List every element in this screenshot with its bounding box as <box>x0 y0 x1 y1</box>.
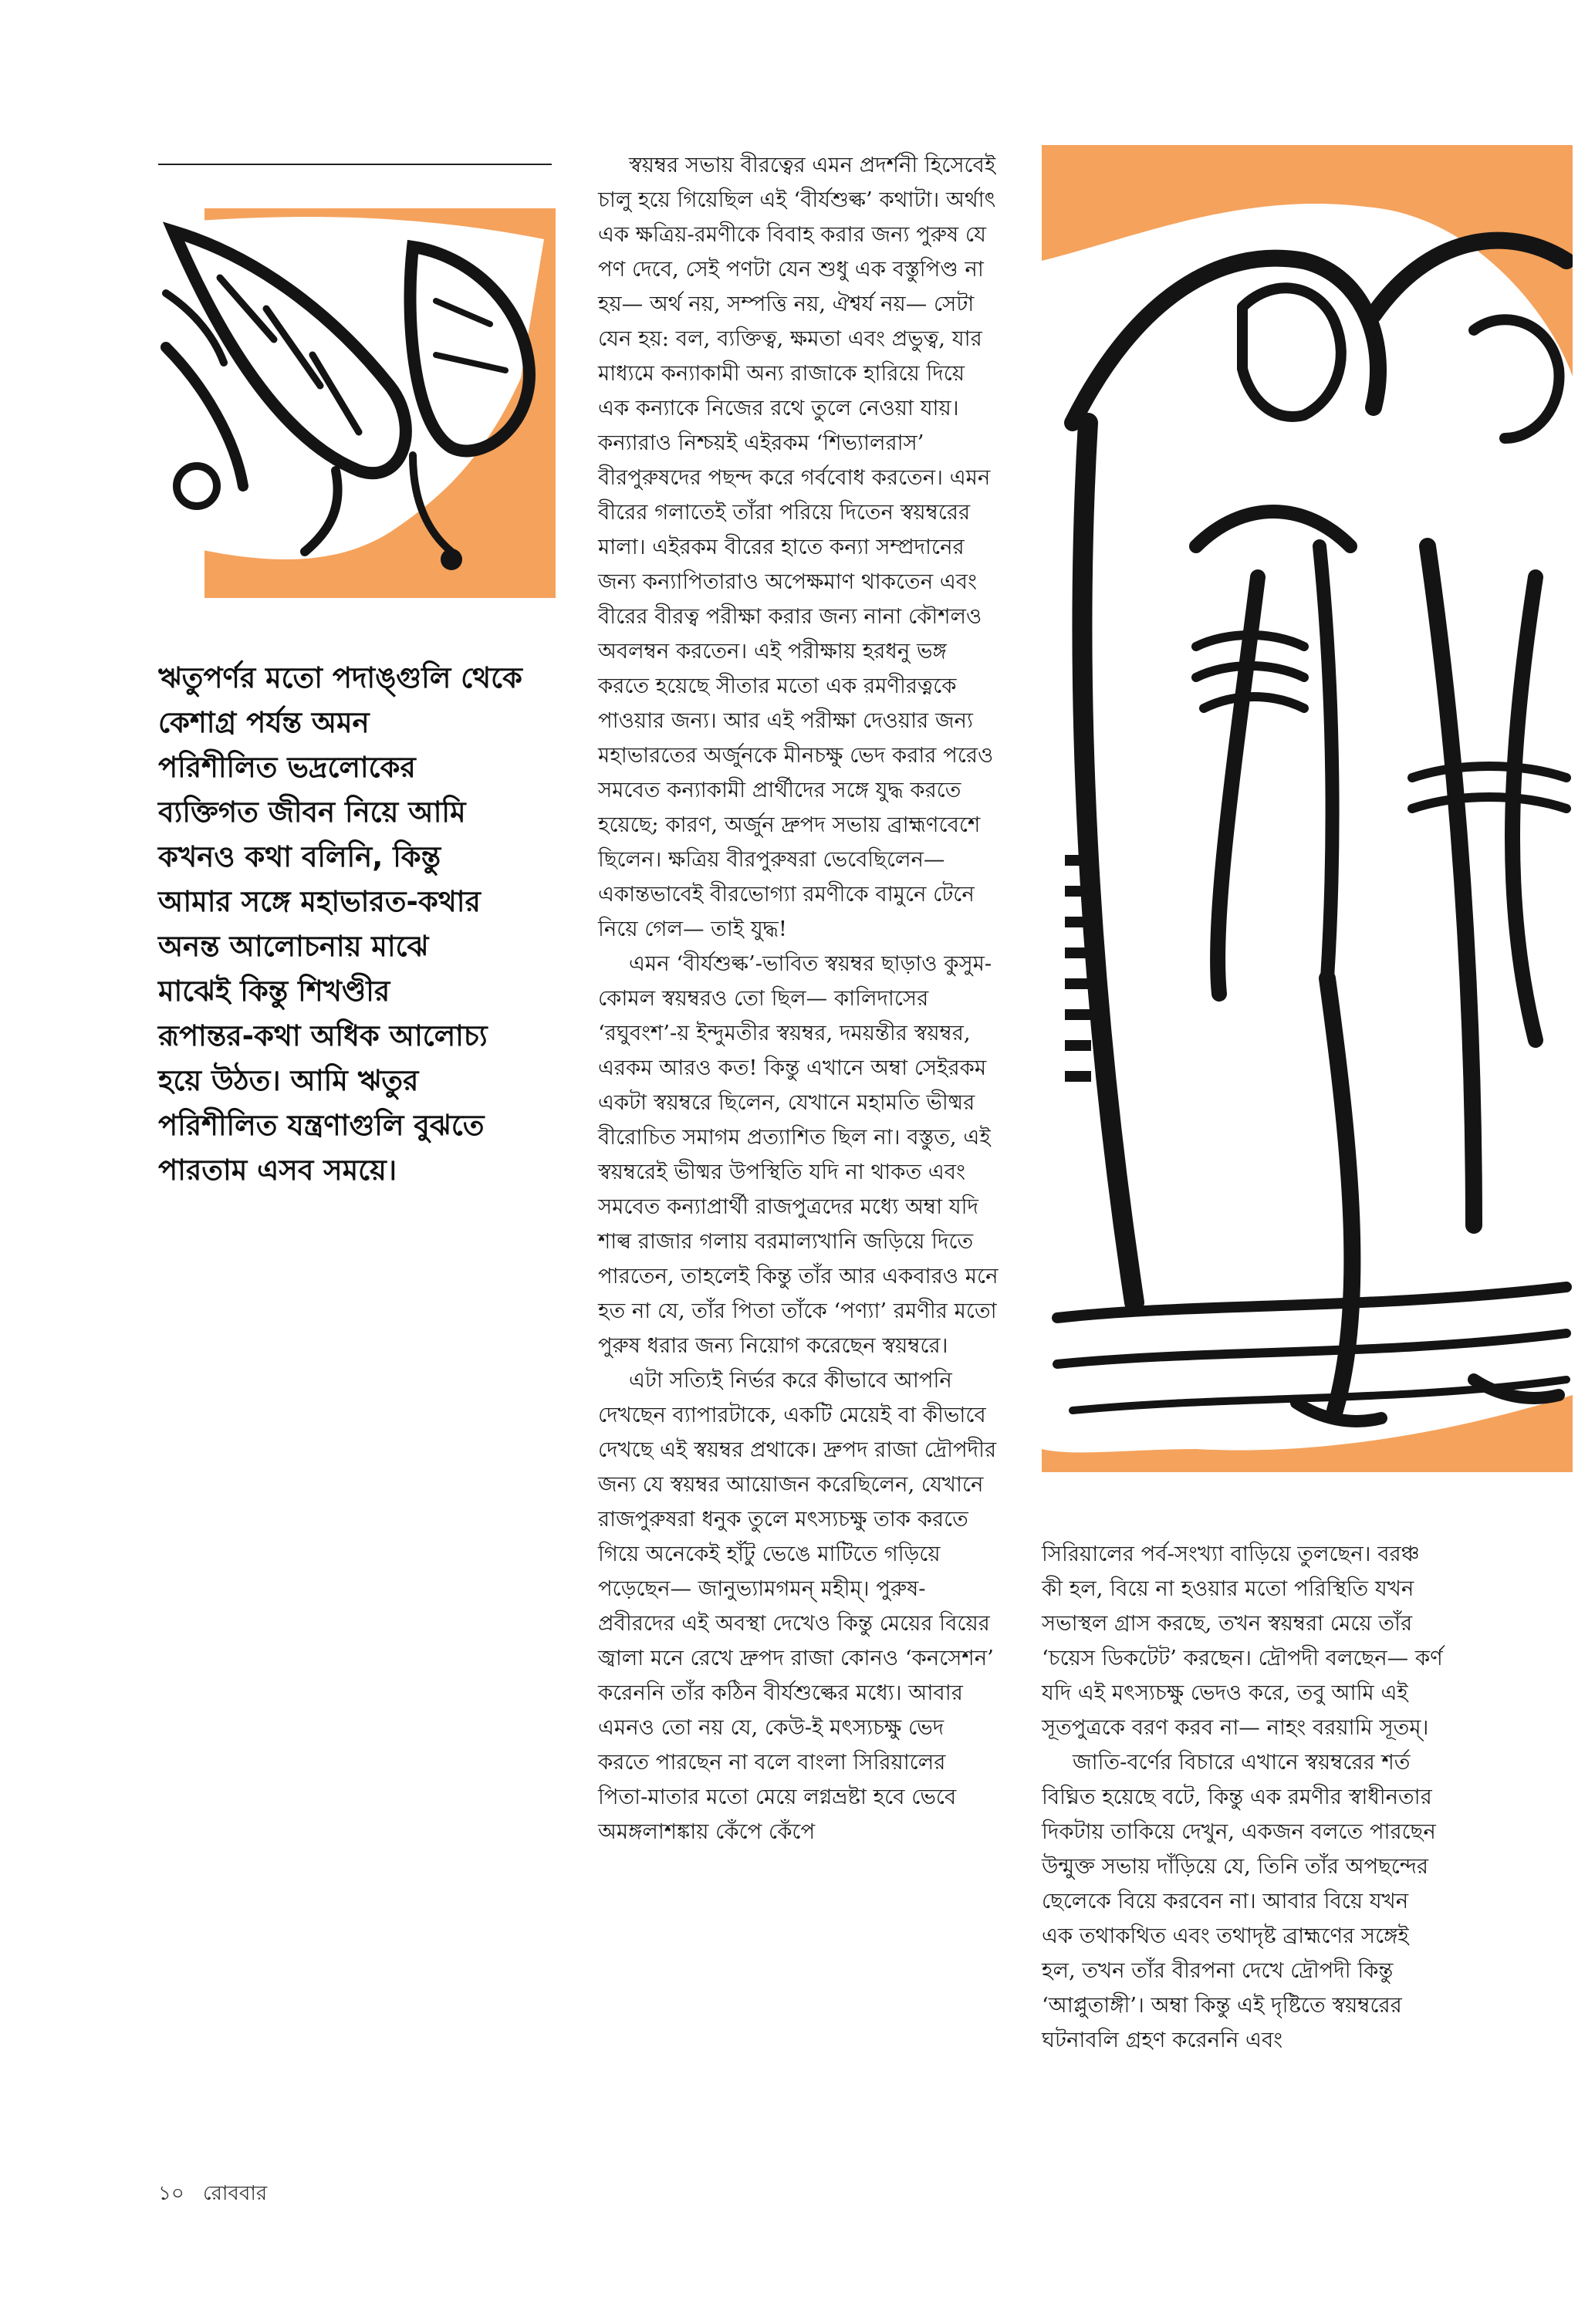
pull-quote-line: পরিশীলিত যন্ত্রণাগুলি বুঝতে <box>158 1109 485 1142</box>
body-paragraph: এটা সত্যিই নির্ভর করে কীভাবে আপনি দেখছেন ব্যাপারটাকে, একটি মেয়েই বা কীভাবে দেখছে এই স্বয়ম্বর প্রথাকে। দ্রুপদ রাজা দ্রৌপদীর জন্য যে স্বয়ম্বর আয়োজন করেছিলেন, যেখানে রাজপুরুষরা ধনুক তুলে মৎস্যচক্ষু তাক করতে গিয়ে অনেকেই হাঁটু ভেঙে মাটিতে গড়িয়ে পড়েছেন— জানুভ্যামগমন্ মহীম্। পুরুষ-প্রবীরদের এই অবস্থা দেখেও কিন্তু মেয়ের বিয়ের জ্বালা মনে রেখে দ্রুপদ রাজা কোনও ‘কনসেশন’ করেননি তাঁর কঠিন বীর্যশুল্কের মধ্যে। আবার এমনও তো নয় যে, কেউ-ই মৎস্যচক্ষু ভেদ করতে পারছেন না বলে বাংলা সিরিয়ালের পিতা-মাতার মতো মেয়ে লগ্নভ্রষ্টা হবে ভেবে অমঙ্গলাশঙ্কায় কেঁপে কেঁপে <box>598 1368 997 1844</box>
pull-quote-line: মাঝেই কিন্তু শিখণ্ডীর <box>158 975 390 1008</box>
pull-quote-line: রূপান্তর-কথা অধিক আলোচ্য <box>158 1019 488 1052</box>
pull-quote-line: অনন্ত আলোচনায় মাঝে <box>158 930 429 963</box>
pull-quote-line: পরিশীলিত ভদ্রলোকের <box>158 751 416 784</box>
pull-quote <box>158 656 575 1193</box>
body-paragraph: জাতি-বর্ণের বিচারে এখানে স্বয়ম্বরের শর্ত বিঘ্নিত হয়েছে বটে, কিন্তু এক রমণীর স্বাধীনতার দিকটায় তাকিয়ে দেখুন, একজন বলতে পারছেন উন্মুক্ত সভায় দাঁড়িয়ে যে, তিনি তাঁর অপছন্দের ছেলেকে বিয়ে করবেন না। আবার বিয়ে যখন এক তথাকথিত এবং তথাদৃষ্ট ব্রাহ্মণের সঙ্গেই হল, তখন তাঁর বীরপনা দেখে দ্রৌপদী কিন্তু ‘আপ্লুতাঙ্গী’। অম্বা কিন্তু এই দৃষ্টিতে স্বয়ম্বরের ঘটনাবলি গ্রহণ করেননি এবং <box>1042 1750 1436 2052</box>
top-rule <box>158 164 552 165</box>
magazine-name: রোববার <box>203 2182 268 2205</box>
leaf-motif-illustration <box>158 208 556 598</box>
body-paragraph: স্বয়ম্বর সভায় বীরত্বের এমন প্রদর্শনী হিসেবেই চালু হয়ে গিয়েছিল এই ‘বীর্যশুল্ক’ কথাটা। অর্থাৎ এক ক্ষত্রিয়-রমণীকে বিবাহ করার জন্য পুরুষ যে পণ দেবে, সেই পণটা যেন শুধু এক বস্তুপিণ্ড না হয়— অর্থ নয়, সম্পত্তি নয়, ঐশ্বর্য নয়— সেটা যেন হয়: বল, ব্যক্তিত্ব, ক্ষমতা এবং প্রভুত্ব, যার মাধ্যমে কন্যাকামী অন্য রাজাকে হারিয়ে দিয়ে এক কন্যাকে নিজের রথে তুলে নেওয়া যায়। কন্যারাও নিশ্চয়ই এইরকম ‘শিভ্যালরাস’ বীরপুরুষদের পছন্দ করে গর্ববোধ করতেন। এমন বীরের গলাতেই তাঁরা পরিয়ে দিতেন স্বয়ম্বরের মালা। এইরকম বীরের হাতে কন্যা সম্প্রদানের জন্য কন্যাপিতারাও অপেক্ষমাণ থাকতেন এবং বীরের বীরত্ব পরীক্ষা করার জন্য নানা কৌশলও অবলম্বন করতেন। এই পরীক্ষায় হরধনু ভঙ্গ করতে হয়েছে সীতার মতো এক রমণীরত্নকে পাওয়ার জন্য। আর এই পরীক্ষা দেওয়ার জন্য মহাভারতের অর্জুনকে মীনচক্ষু ভেদ করার পরেও সমবেত কন্যাকামী প্রার্থীদের সঙ্গে যুদ্ধ করতে হয়েছে; কারণ, অর্জুন দ্রুপদ সভায় ব্রাহ্মণবেশে ছিলেন। ক্ষত্রিয় বীরপুরুষরা ভেবেছিলেন— একান্তভাবেই বীরভোগ্যা রমণীকে বামুনে টেনে নিয়ে গেল— তাই যুদ্ধ! <box>598 153 996 941</box>
body-column-middle <box>598 148 999 1849</box>
border-pattern-mark <box>1065 917 1091 927</box>
pull-quote-line: কেশাগ্র পর্যন্ত অমন <box>158 706 370 739</box>
border-pattern-mark <box>1065 1040 1091 1051</box>
pull-quote-line: কখনও কথা বলিনি, কিন্তু <box>158 840 441 873</box>
pull-quote-line: পারতাম এসব সময়ে। <box>158 1154 397 1187</box>
border-pattern-mark <box>1065 855 1091 866</box>
page-footer <box>158 2182 279 2205</box>
fruit-drop-small <box>441 549 462 570</box>
border-pattern-mark <box>1065 948 1091 958</box>
border-pattern-mark <box>1065 978 1091 989</box>
border-pattern-mark <box>1065 1071 1091 1082</box>
pull-quote-line: আমার সঙ্গে মহাভারত-কথার <box>158 885 481 918</box>
fruit-drop <box>177 466 217 506</box>
body-paragraph: সিরিয়ালের পর্ব-সংখ্যা বাড়িয়ে তুলছেন। বরঞ্চ কী হল, বিয়ে না হওয়ার মতো পরিস্থিতি যখন সভাস্থল গ্রাস করছে, তখন স্বয়ম্বরা মেয়ে তাঁর ‘চয়েস ডিকটেট’ করছেন। দ্রৌপদী বলছেন— কর্ণ যদি এই মৎস্যচক্ষু ভেদও করে, তবু আমি এই সূতপুত্রকে বরণ করব না— নাহং বরয়ামি সূতম্। <box>1042 1542 1443 1740</box>
pull-quote-line: ঋতুপর্ণর মতো পদাঙ্গুলি থেকে <box>158 661 522 694</box>
border-pattern-mark <box>1065 1009 1091 1020</box>
page-number: ১০ <box>158 2182 184 2205</box>
pull-quote-line: হয়ে উঠত। আমি ঋতুর <box>158 1064 419 1097</box>
pull-quote-line: ব্যক্তিগত জীবন নিয়ে আমি <box>158 795 466 829</box>
body-paragraph: এমন ‘বীর্যশুল্ক’-ভাবিত স্বয়ম্বর ছাড়াও কুসুম-কোমল স্বয়ম্বরও তো ছিল— কালিদাসের ‘রঘুবংশ’-য় ইন্দুমতীর স্বয়ম্বর, দময়ন্তীর স্বয়ম্বর, এরকম আরও কত! কিন্তু এখানে অম্বা সেইরকম একটা স্বয়ম্বরে ছিলেন, যেখানে মহামতি ভীষ্মর বীরোচিত সমাগম প্রত্যাশিত ছিল না। বস্তুত, এই স্বয়ম্বরেই ভীষ্মর উপস্থিতি যদি না থাকত এবং সমবেত কন্যাপ্রার্থী রাজপুত্রদের মধ্যে অম্বা যদি শাল্ব রাজার গলায় বরমাল্যখানি জড়িয়ে দিতে পারতেন, তাহলেই কিন্তু তাঁর আর একবারও মনে হত না যে, তাঁর পিতা তাঁকে ‘পণ্যা’ রমণীর মতো পুরুষ ধরার জন্য নিয়োগ করেছেন স্বয়ম্বরে। <box>598 951 999 1358</box>
border-pattern-mark <box>1065 886 1091 897</box>
women-figures-illustration <box>1042 145 1573 1472</box>
body-column-right <box>1042 1537 1443 2058</box>
